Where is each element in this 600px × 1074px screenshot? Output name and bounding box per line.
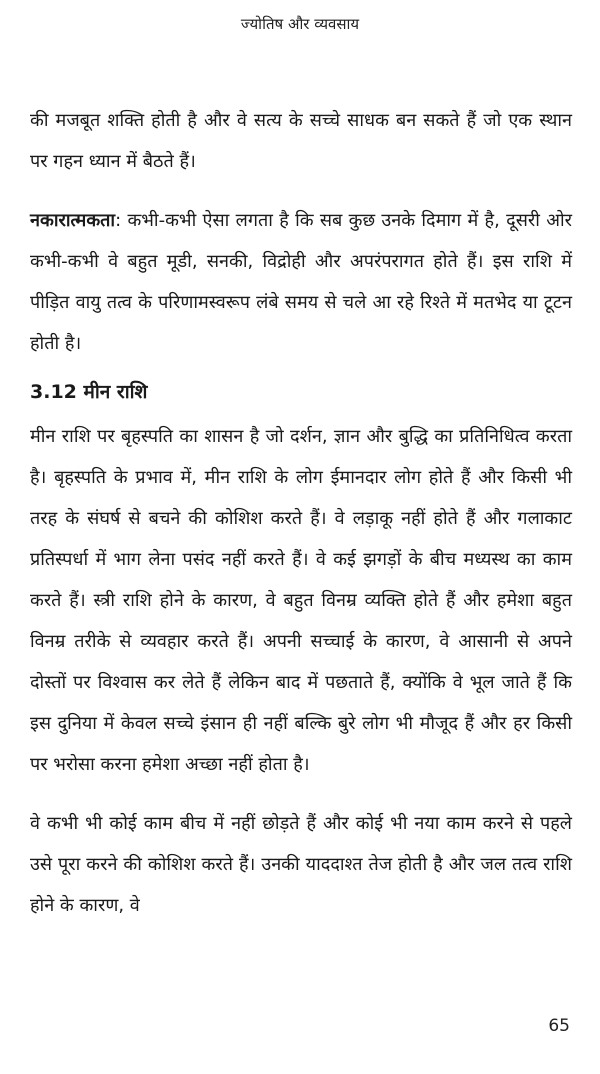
running-header: ज्योतिष और व्यवसाय	[240, 15, 360, 33]
paragraph-negativity-text: : कभी-कभी ऐसा लगता है कि सब कुछ उनके दिमाग में है, दूसरी ओर कभी-कभी वे बहुत मूडी, सनकी, विद्रोही और अपरंपरागत होते हैं। इस राशि में पीड़ित वायु तत्व के परिणामस्वरूप लंबे समय से चले आ रहे रिश्ते में मतभेद या टूटन होती है।	[30, 210, 572, 354]
paragraph-1: की मजबूत शक्ति होती है और वे सत्य के सच्चे साधक बन सकते हैं जो एक स्थान पर गहन ध्यान में बैठते हैं।	[30, 110, 572, 172]
page-body	[30, 100, 572, 944]
paragraph-4: वे कभी भी कोई काम बीच में नहीं छोड़ते हैं और कोई भी नया काम करने से पहले उसे पूरा करने की कोशिश करते हैं। उनकी याददाश्त तेज होती है और जल तत्व राशि होने के कारण, वे	[30, 813, 572, 916]
page-number: 65	[548, 1016, 570, 1036]
paragraph-lead-term: नकारात्मकता	[30, 210, 116, 231]
paragraph-3: मीन राशि पर बृहस्पति का शासन है जो दर्शन, ज्ञान और बुद्धि का प्रतिनिधित्व करता है। बृहस्पति के प्रभाव में, मीन राशि के लोग ईमानदार लोग होते हैं और किसी भी तरह के संघर्ष से बचने की कोशिश करते हैं। वे लड़ाकू नहीं होते हैं और गलाकाट प्रतिस्पर्धा में भाग लेना पसंद नहीं करते हैं। वे कई झगड़ों के बीच मध्यस्थ का काम करते हैं। स्त्री राशि होने के कारण, वे बहुत विनम्र व्यक्ति होते हैं और हमेशा बहुत विनम्र तरीके से व्यवहार करते हैं। अपनी सच्चाई के कारण, वे आसानी से अपने दोस्तों पर विश्वास कर लेते हैं लेकिन बाद में पछताते हैं, क्योंकि वे भूल जाते हैं कि इस दुनिया में केवल सच्चे इंसान ही नहीं बल्कि बुरे लोग भी मौजूद हैं और हर किसी पर भरोसा करना हमेशा अच्छा नहीं होता है।	[30, 426, 572, 775]
paragraph-negativity	[30, 200, 572, 364]
section-heading: 3.12 मीन राशि	[30, 381, 148, 403]
